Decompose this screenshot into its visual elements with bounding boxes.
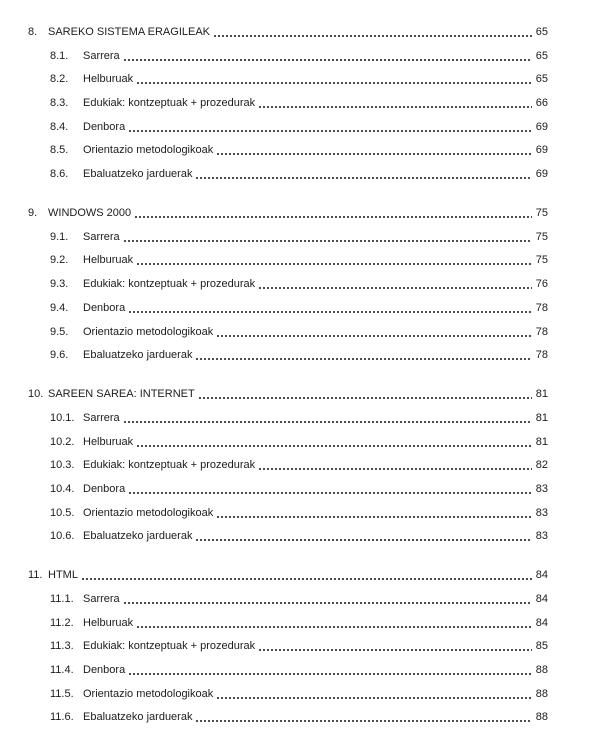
- toc-item-row: [28, 249, 548, 273]
- dot-leader: [123, 588, 532, 612]
- toc-entry-title: Helburuak: [83, 73, 134, 86]
- toc-entry-page: 88: [535, 664, 548, 677]
- toc-entry-number: 11.3.: [50, 640, 74, 653]
- toc-entry-page: 88: [535, 711, 548, 724]
- toc-entry-number: 10.3.: [50, 459, 75, 472]
- toc-item-row: [28, 706, 548, 730]
- toc-entry-title: Orientazio metodologikoak: [83, 687, 214, 700]
- toc-item-row: [28, 297, 548, 321]
- toc-entry-page: 83: [535, 506, 548, 519]
- dot-leader: [128, 297, 532, 321]
- toc-entry-number: 11.: [28, 569, 43, 582]
- toc-item-row: [28, 478, 548, 502]
- toc-entry-page: 84: [535, 569, 548, 582]
- dot-leader: [123, 407, 532, 431]
- toc-item-row: [28, 683, 548, 707]
- toc-entry-title: Sarrera: [83, 49, 120, 62]
- toc-entry-page: 78: [535, 301, 548, 314]
- toc-entry-page: 75: [535, 230, 548, 243]
- toc-entry-page: 65: [535, 49, 548, 62]
- toc-entry-number: 8.4.: [50, 120, 69, 133]
- toc-entry-number: 8.1.: [50, 49, 69, 62]
- toc-entry-page: 76: [535, 278, 548, 291]
- toc-item-row: [28, 454, 548, 478]
- toc-entry-page: 66: [535, 97, 548, 110]
- dot-leader: [216, 683, 532, 707]
- toc-item-row: [28, 68, 548, 92]
- toc-entry-page: 84: [535, 616, 548, 629]
- dot-leader: [134, 202, 532, 226]
- toc-entry-title: SAREEN SAREA: INTERNET: [48, 388, 195, 401]
- toc-entry-number: 10.1.: [50, 411, 75, 424]
- dot-leader: [258, 92, 532, 116]
- dot-leader: [81, 564, 532, 588]
- toc-item-row: [28, 525, 548, 549]
- dot-leader: [198, 383, 532, 407]
- toc-entry-page: 83: [535, 530, 548, 543]
- toc-item-row: [28, 588, 548, 612]
- toc-entry-title: Ebaluatzeko jarduerak: [83, 530, 193, 543]
- toc-entry-number: 9.1.: [50, 230, 69, 243]
- toc-item-row: [28, 92, 548, 116]
- toc-entry-title: Helburuak: [83, 435, 134, 448]
- toc-entry-number: 11.4.: [50, 664, 74, 677]
- toc-item-row: [28, 431, 548, 455]
- toc-entry-page: 69: [535, 120, 548, 133]
- toc-section-row: [28, 383, 548, 407]
- dot-leader: [195, 344, 532, 368]
- toc-entry-number: 9.3.: [50, 278, 69, 291]
- toc-section-row: [28, 564, 548, 588]
- toc-entry-title: Ebaluatzeko jarduerak: [83, 349, 193, 362]
- toc-item-row: [28, 226, 548, 250]
- toc-entry-number: 11.2.: [50, 616, 74, 629]
- toc-entry-number: 10.: [28, 388, 44, 401]
- toc-entry-title: Sarrera: [83, 593, 120, 606]
- dot-leader: [136, 431, 532, 455]
- toc-item-row: [28, 45, 548, 69]
- toc-entry-number: 9.4.: [50, 301, 69, 314]
- dot-leader: [213, 21, 532, 45]
- toc-entry-number: 8.3.: [50, 97, 69, 110]
- toc-entry-page: 82: [535, 459, 548, 472]
- dot-leader: [195, 706, 532, 730]
- toc-entry-page: 75: [535, 254, 548, 267]
- toc-item-row: [28, 659, 548, 683]
- dot-leader: [123, 226, 532, 250]
- dot-leader: [216, 502, 532, 526]
- toc-entry-number: 10.6.: [50, 530, 75, 543]
- dot-leader: [136, 249, 532, 273]
- toc-entry-number: 9.2.: [50, 254, 69, 267]
- toc-entry-page: 84: [535, 593, 548, 606]
- toc-entry-title: Ebaluatzeko jarduerak: [83, 711, 193, 724]
- toc-entry-number: 10.2.: [50, 435, 75, 448]
- toc-entry-title: Denbora: [83, 301, 126, 314]
- toc-entry-page: 83: [535, 482, 548, 495]
- toc-entry-number: 11.6.: [50, 711, 74, 724]
- toc-entry-page: 65: [535, 73, 548, 86]
- toc-entry-title: SAREKO SISTEMA ERAGILEAK: [48, 26, 210, 38]
- toc-entry-page: 85: [535, 640, 548, 653]
- toc-entry-title: Ebaluatzeko jarduerak: [83, 168, 193, 181]
- dot-leader: [258, 454, 532, 478]
- toc-entry-page: 81: [535, 435, 548, 448]
- toc-item-row: [28, 163, 548, 187]
- toc-entry-number: 8.5.: [50, 144, 69, 157]
- toc-entry-title: WINDOWS 2000: [48, 207, 132, 220]
- toc-item-row: [28, 502, 548, 526]
- toc-section-row: [28, 202, 548, 226]
- toc-entry-title: Sarrera: [83, 411, 120, 424]
- toc-entry-number: 8.6.: [50, 168, 69, 181]
- toc-entry-title: HTML: [48, 569, 78, 582]
- toc-entry-page: 81: [535, 411, 548, 424]
- toc-entry-title: Denbora: [83, 120, 126, 133]
- dot-leader: [258, 273, 532, 297]
- toc-item-row: [28, 344, 548, 368]
- toc-entry-title: Helburuak: [83, 616, 134, 629]
- toc-entry-title: Edukiak: kontzeptuak + prozedurak: [83, 278, 256, 291]
- toc-entry-title: Sarrera: [83, 230, 120, 243]
- dot-leader: [136, 612, 532, 636]
- dot-leader: [258, 635, 532, 659]
- toc-item-row: [28, 612, 548, 636]
- toc-entry-number: 10.4.: [50, 482, 75, 495]
- toc-entry-number: 11.5.: [50, 687, 74, 700]
- toc-entry-number: 9.: [28, 207, 38, 220]
- toc-entry-title: Edukiak: kontzeptuak + prozedurak: [83, 97, 256, 110]
- toc-section-row: [28, 21, 548, 45]
- dot-leader: [128, 478, 532, 502]
- dot-leader: [216, 139, 532, 163]
- dot-leader: [136, 68, 532, 92]
- toc-entry-page: 69: [535, 144, 548, 157]
- dot-leader: [195, 163, 532, 187]
- dot-leader: [128, 659, 532, 683]
- toc-entry-title: Edukiak: kontzeptuak + prozedurak: [83, 640, 256, 653]
- toc-entry-number: 9.5.: [50, 325, 69, 338]
- toc-entry-page: 81: [535, 388, 548, 401]
- toc-item-row: [28, 321, 548, 345]
- toc-entry-title: Denbora: [83, 482, 126, 495]
- toc-entry-title: Edukiak: kontzeptuak + prozedurak: [83, 459, 256, 472]
- toc-entry-number: 8.2.: [50, 73, 69, 86]
- dot-leader: [128, 116, 532, 140]
- toc-entry-page: 65: [535, 26, 548, 38]
- dot-leader: [195, 525, 532, 549]
- toc-item-row: [28, 273, 548, 297]
- toc-entry-page: 88: [535, 687, 548, 700]
- toc-entry-title: Orientazio metodologikoak: [83, 144, 214, 157]
- toc-entry-number: 11.1.: [50, 593, 74, 606]
- toc-entry-title: Helburuak: [83, 254, 134, 267]
- toc-entry-title: Orientazio metodologikoak: [83, 506, 214, 519]
- toc-entry-number: 10.5.: [50, 506, 75, 519]
- toc-item-row: [28, 635, 548, 659]
- toc-entry-page: 75: [535, 207, 548, 220]
- toc-entry-number: 8.: [28, 26, 38, 38]
- dot-leader: [216, 321, 532, 345]
- toc-item-row: [28, 407, 548, 431]
- toc-entry-number: 9.6.: [50, 349, 69, 362]
- toc-entry-title: Orientazio metodologikoak: [83, 325, 214, 338]
- table-of-contents: [28, 21, 548, 730]
- toc-entry-page: 78: [535, 349, 548, 362]
- toc-entry-page: 69: [535, 168, 548, 181]
- toc-entry-title: Denbora: [83, 664, 126, 677]
- dot-leader: [123, 45, 532, 69]
- toc-item-row: [28, 116, 548, 140]
- toc-item-row: [28, 139, 548, 163]
- toc-entry-page: 78: [535, 325, 548, 338]
